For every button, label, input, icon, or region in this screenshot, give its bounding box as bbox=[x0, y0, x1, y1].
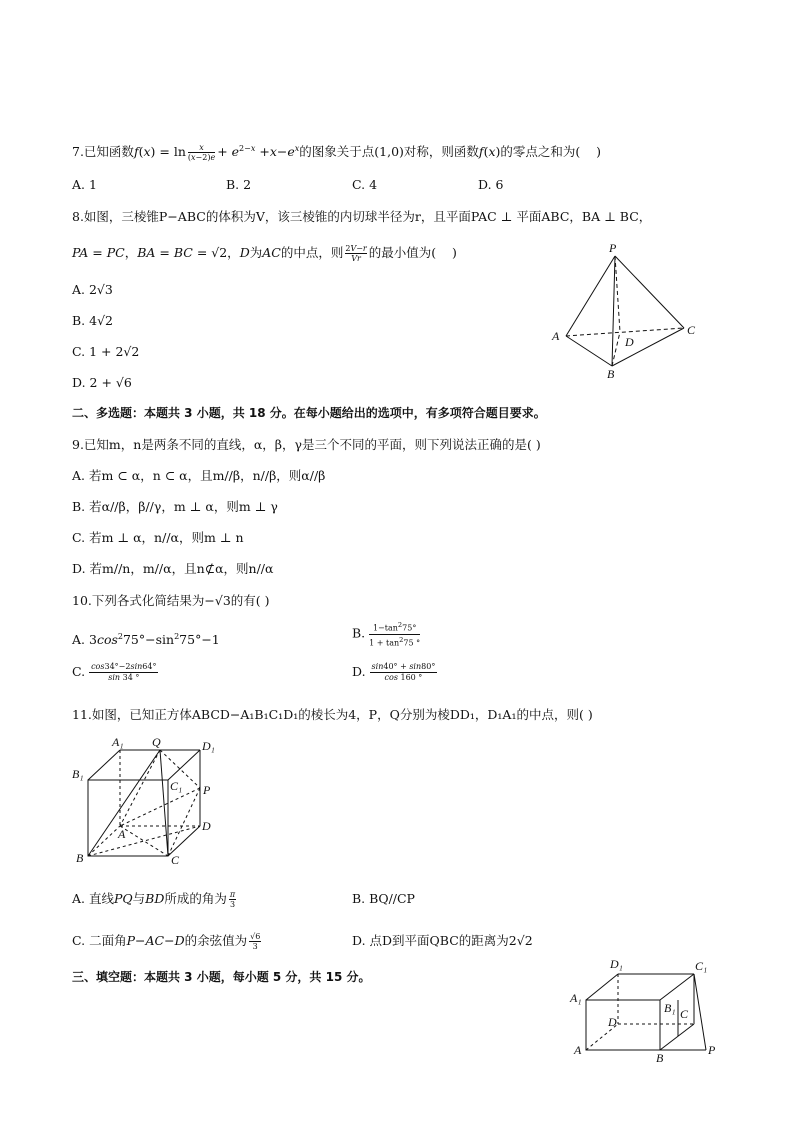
cube-figure-q11 bbox=[72, 736, 222, 866]
q10-option-c: C. $\frac{\cos 34^\circ-2\sin 64^\circ}{\sin 34 ^\circ}$ bbox=[72, 662, 157, 682]
q11-option-d: D. 点D到平面QBC的距离为2√2 bbox=[352, 933, 533, 948]
label-c2: C bbox=[171, 853, 180, 867]
label-b2: B bbox=[76, 851, 84, 865]
q10-option-d: D. $\frac{\sin 40^\circ + \sin 80^\circ}{\cos 160 ^\circ}$ bbox=[352, 662, 436, 682]
label-q: Q bbox=[152, 735, 161, 749]
q8-stem-line1: 8.如图，三棱锥P−ABC的体积为V，该三棱锥的内切球半径为r，且平面PAC ⊥ 平面ABC，BA ⊥ BC， bbox=[72, 209, 652, 224]
label-c: C bbox=[687, 323, 696, 337]
label-b1: B₁ bbox=[72, 767, 84, 781]
q9-stem: 9.已知m，n是两条不同的直线，α，β，γ是三个不同的平面，则下列说法正确的是( ) bbox=[72, 437, 541, 452]
q11-option-c: C. 二面角P−AC−D的余弦值为 $\frac{√6}{3}$ bbox=[72, 932, 261, 951]
label-p-s3: P bbox=[708, 1043, 716, 1057]
q8-option-c: C. 1 + 2√2 bbox=[72, 344, 140, 359]
pyramid-figure bbox=[548, 240, 708, 380]
q10-option-a: A. $3\cos^275^\circ-\sin^275^\circ-1$ bbox=[72, 632, 220, 648]
label-a2: A bbox=[118, 827, 126, 841]
cube-figure-section3 bbox=[566, 956, 726, 1066]
q11-option-a: A. 直线PQ与BD所成的角为 $\frac{\pi}{3}$ bbox=[72, 890, 236, 909]
label-c1-s3: C₁ bbox=[695, 959, 708, 973]
label-b-s3: B bbox=[656, 1051, 664, 1065]
section-3-heading: 三、填空题：本题共 3 小题，每小题 5 分，共 15 分。 bbox=[72, 970, 371, 984]
label-a1-s3: A₁ bbox=[570, 991, 582, 1005]
label-d2: D bbox=[202, 819, 211, 833]
label-b: B bbox=[607, 367, 615, 381]
q8-option-b: B. 4√2 bbox=[72, 313, 114, 328]
q9-option-a: A. 若m ⊂ α，n ⊂ α，且m//β，n//β，则α//β bbox=[72, 468, 326, 483]
label-a: A bbox=[552, 329, 560, 343]
label-c1: C₁ bbox=[170, 779, 183, 793]
q7-option-a: A. 1 bbox=[72, 177, 97, 192]
q11-stem: 11.如图，已知正方体ABCD−A₁B₁C₁D₁的棱长为4，P，Q分别为棱DD₁，D₁A₁的中点，则( ) bbox=[72, 707, 593, 722]
label-a-s3: A bbox=[574, 1043, 582, 1057]
label-p2: P bbox=[203, 783, 211, 797]
q7-option-c: C. 4 bbox=[352, 177, 378, 192]
label-d: D bbox=[625, 335, 634, 349]
q9-option-b: B. 若α//β，β//γ，m ⊥ α，则m ⊥ γ bbox=[72, 499, 278, 514]
q8-option-d: D. 2 + √6 bbox=[72, 375, 132, 390]
label-d1: D₁ bbox=[202, 739, 215, 753]
section-2-heading: 二、多选题：本题共 3 小题，共 18 分。在每小题给出的选项中，有多项符合题目要求。 bbox=[72, 406, 546, 420]
q11-option-b: B. BQ//CP bbox=[352, 891, 415, 906]
q7-option-b: B. 2 bbox=[226, 177, 252, 192]
label-b1-s3: B₁ bbox=[664, 1001, 676, 1015]
q10-stem: 10.下列各式化简结果为−√3的有( ) bbox=[72, 593, 270, 608]
q8-option-a: A. 2√3 bbox=[72, 282, 113, 297]
label-d-s3: D bbox=[608, 1015, 617, 1029]
q7-stem: 7.已知函数f(x) = ln $\frac{x}{(x-2)e}$ + $e^{2-x} +x-e^x$的图象关于点(1,0)对称，则函数f(x)的零点之和为( ) bbox=[72, 143, 602, 163]
label-c-s3: C bbox=[680, 1007, 689, 1021]
label-a1: A₁ bbox=[112, 735, 124, 749]
label-d1-s3: D₁ bbox=[610, 957, 623, 971]
q9-option-d: D. 若m//n，m//α，且n⊄α，则n//α bbox=[72, 561, 274, 576]
q10-option-b: B. $\frac{1-\tan^275^\circ}{1 + \tan^275 ^\circ}$ bbox=[352, 621, 421, 648]
q8-stem-line2: PA = PC，BA = BC = √2，D为AC的中点，则 $\frac{2V-r}{Vr}$ 的最小值为( ) bbox=[72, 244, 457, 263]
q7-option-d: D. 6 bbox=[478, 177, 504, 192]
label-p: P bbox=[609, 241, 617, 255]
q9-option-c: C. 若m ⊥ α，n//α，则m ⊥ n bbox=[72, 530, 244, 545]
